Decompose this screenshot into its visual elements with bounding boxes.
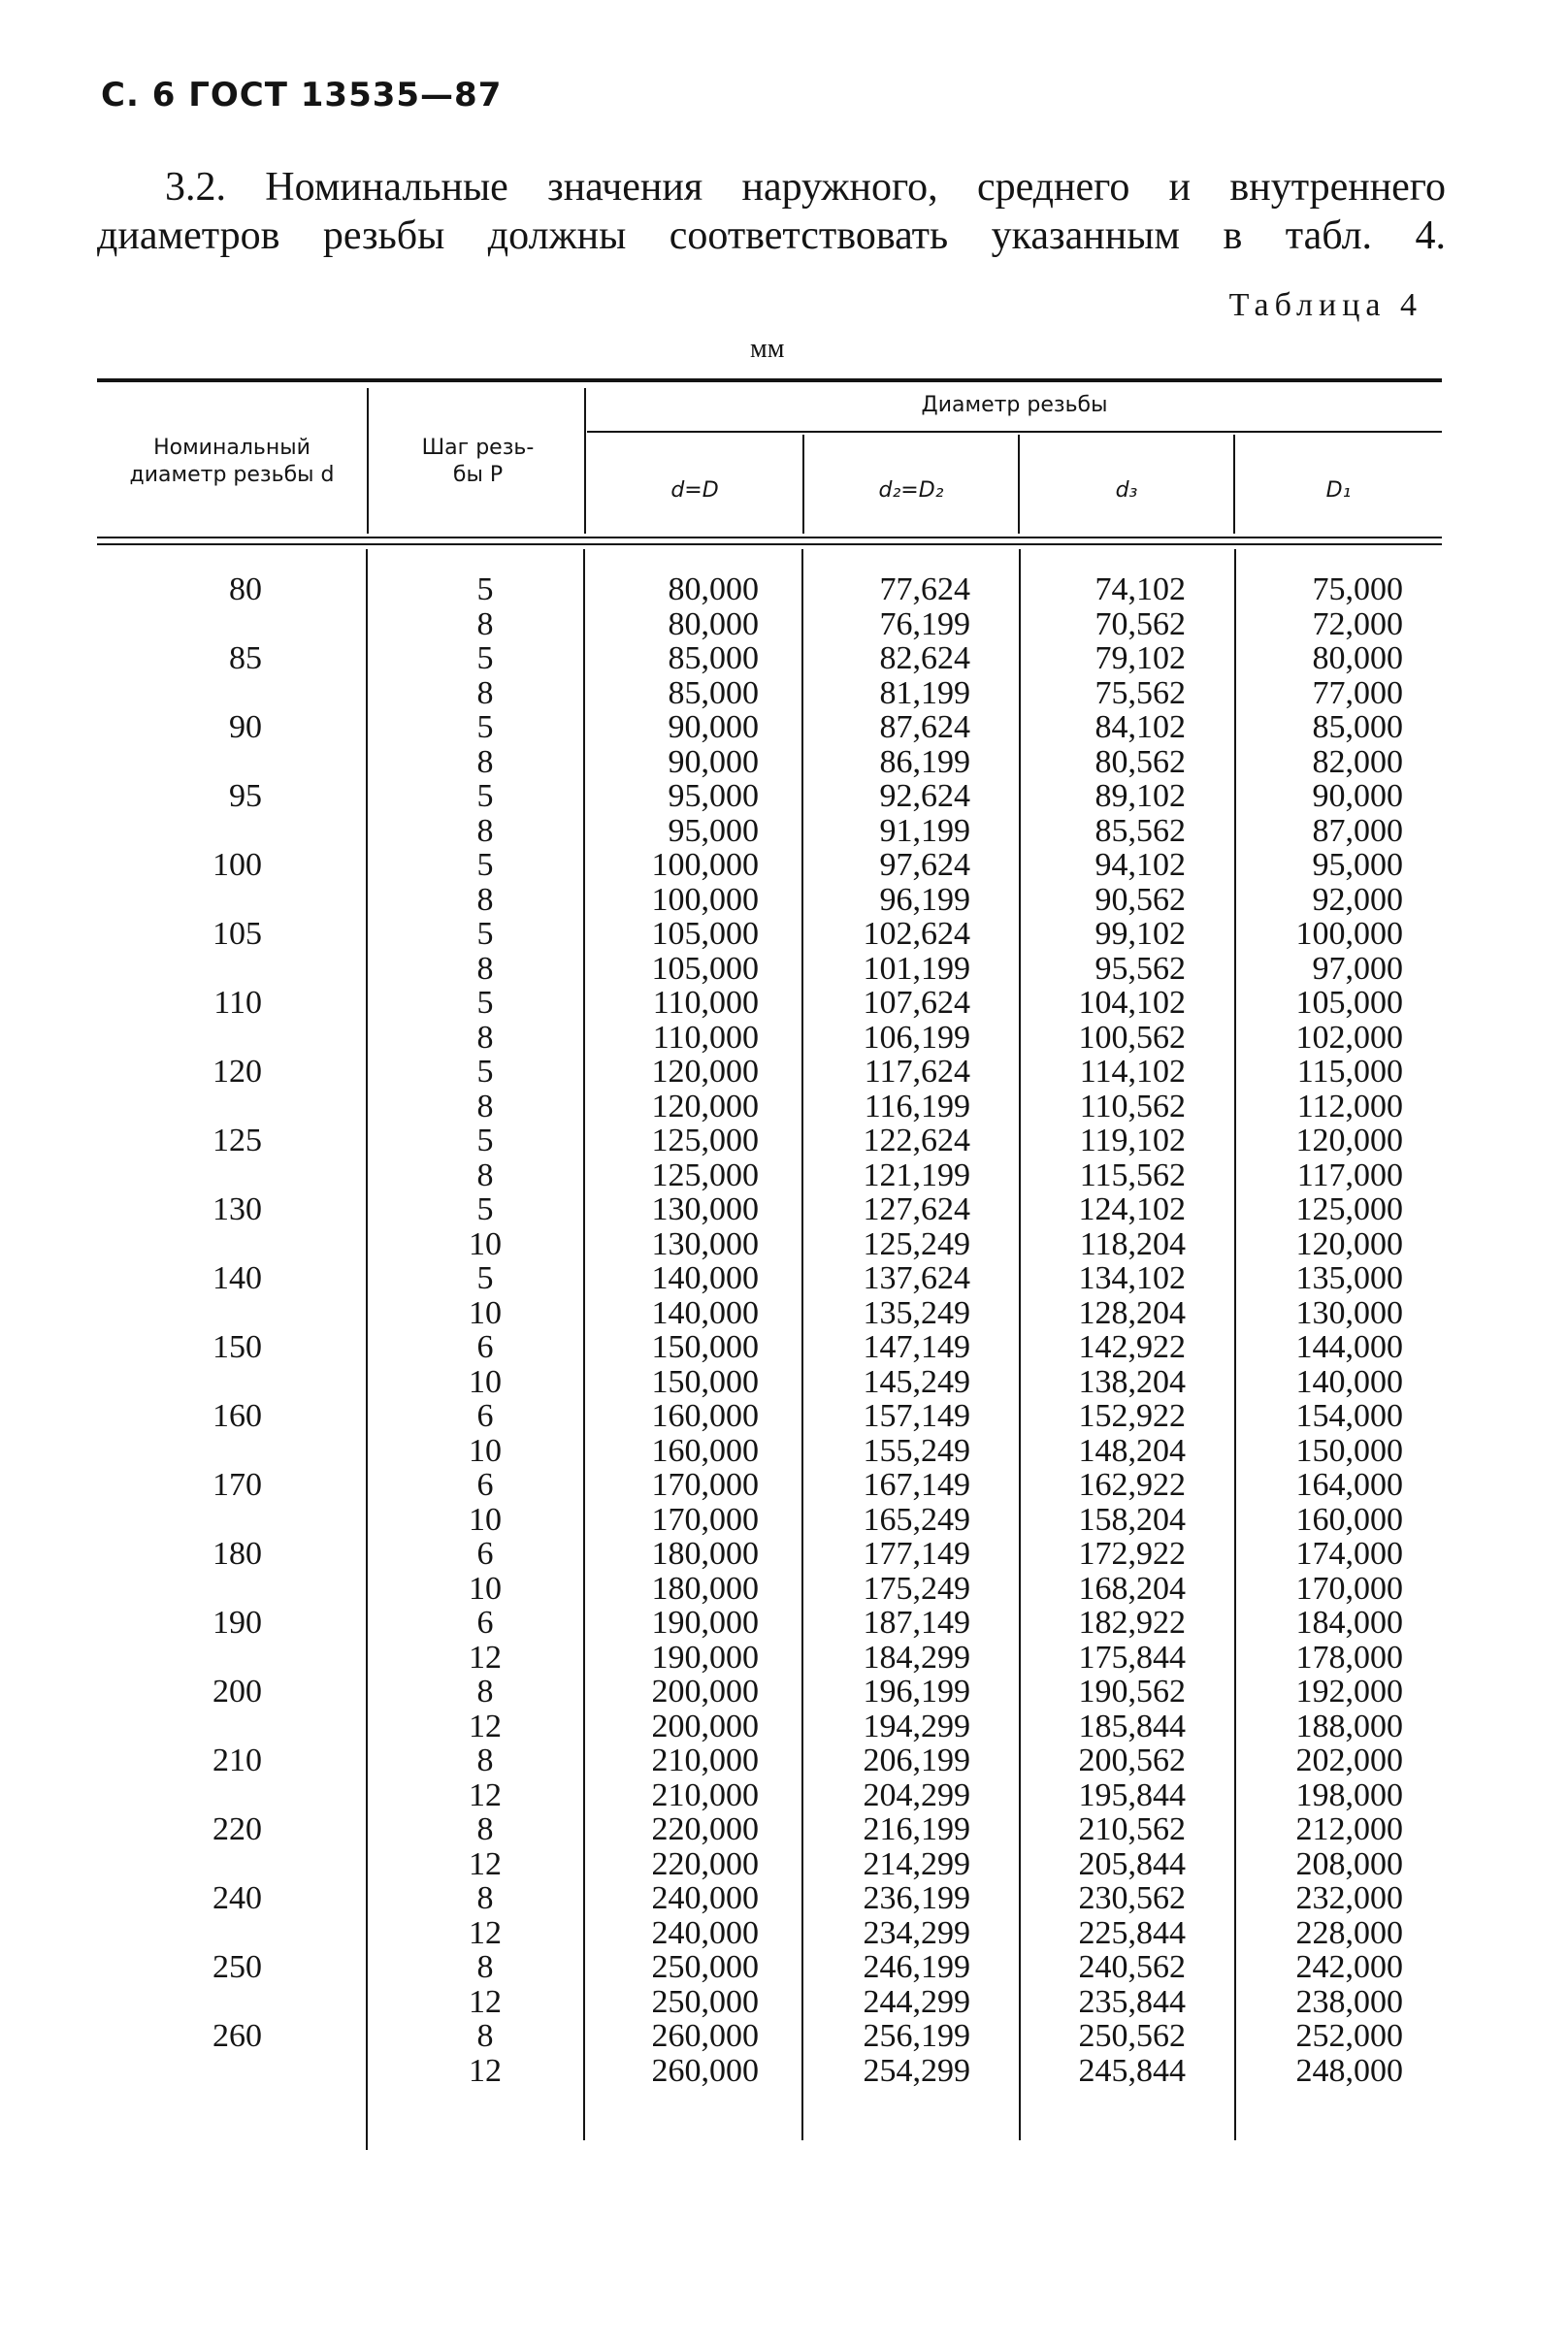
header-nominal-line1: Номинальный (153, 436, 310, 460)
d-D-cell: 90,000 (668, 709, 759, 745)
d-D-cell: 160,000 (651, 1398, 759, 1434)
d-D-cell: 110,000 (652, 1019, 759, 1056)
column-d3 (1021, 572, 1186, 2088)
d2-D2-cell: 117,624 (864, 1054, 970, 1090)
pitch-cell: 8 (476, 1949, 494, 1985)
D1-cell: 95,000 (1312, 847, 1403, 883)
d3-cell: 210,562 (1078, 1811, 1186, 1847)
d-D-cell: 240,000 (651, 1880, 759, 1916)
d3-cell: 200,562 (1078, 1742, 1186, 1778)
D1-cell: 90,000 (1312, 778, 1403, 814)
d3-cell: 99,102 (1094, 916, 1186, 952)
d3-cell: 185,844 (1078, 1708, 1186, 1744)
d-D-cell: 125,000 (651, 1156, 759, 1193)
nominal-diameter-cell: 100 (212, 847, 262, 883)
body-divider-5 (1234, 549, 1236, 2140)
d-D-cell: 110,000 (652, 985, 759, 1021)
d2-D2-cell: 102,624 (863, 916, 970, 952)
nominal-diameter-cell: 120 (212, 1054, 262, 1090)
pitch-cell: 8 (476, 743, 494, 780)
D1-cell: 178,000 (1295, 1639, 1403, 1676)
d3-cell: 104,102 (1078, 985, 1186, 1021)
group-header-rule (587, 431, 1442, 433)
d2-D2-cell: 216,199 (863, 1811, 970, 1847)
d2-D2-cell: 125,249 (863, 1225, 970, 1262)
column-D1 (1238, 572, 1403, 2088)
D1-cell: 105,000 (1295, 985, 1403, 1021)
pitch-cell: 12 (469, 1845, 502, 1882)
d3-cell: 250,562 (1078, 2018, 1186, 2054)
pitch-cell: 10 (469, 1294, 502, 1331)
D1-cell: 82,000 (1312, 743, 1403, 780)
D1-cell: 112,000 (1296, 1088, 1403, 1124)
d2-D2-cell: 244,299 (863, 1983, 970, 2020)
D1-cell: 117,000 (1296, 1156, 1403, 1193)
d2-D2-cell: 157,149 (863, 1398, 970, 1434)
d-D-cell: 180,000 (651, 1536, 759, 1572)
pitch-cell: 5 (476, 640, 494, 676)
pitch-cell: 5 (476, 1191, 494, 1227)
pitch-cell: 10 (469, 1570, 502, 1607)
d3-cell: 115,562 (1079, 1156, 1186, 1193)
pitch-cell: 8 (476, 674, 494, 711)
d3-cell: 138,204 (1078, 1363, 1186, 1400)
d2-D2-cell: 145,249 (863, 1363, 970, 1400)
d-D-cell: 105,000 (651, 950, 759, 987)
table-caption: Таблица 4 (1228, 287, 1422, 323)
pitch-cell: 10 (469, 1501, 502, 1538)
pitch-cell: 5 (476, 778, 494, 814)
nominal-diameter-cell: 160 (212, 1398, 262, 1434)
d2-D2-cell: 116,199 (864, 1088, 970, 1124)
pitch-cell: 8 (476, 605, 494, 642)
pitch-cell: 8 (476, 1156, 494, 1193)
d3-cell: 205,844 (1078, 1845, 1186, 1882)
d2-D2-cell: 147,149 (863, 1329, 970, 1365)
d-D-cell: 170,000 (651, 1467, 759, 1503)
d-D-cell: 260,000 (651, 2052, 759, 2089)
pitch-cell: 8 (476, 881, 494, 918)
d-D-cell: 80,000 (668, 571, 759, 607)
pitch-cell: 8 (476, 1742, 494, 1778)
D1-cell: 232,000 (1295, 1880, 1403, 1916)
header-d3: d₃ (1115, 478, 1138, 503)
pitch-cell: 5 (476, 847, 494, 883)
pitch-cell: 6 (476, 1467, 494, 1503)
pitch-cell: 5 (476, 916, 494, 952)
d2-D2-cell: 87,624 (879, 709, 970, 745)
intro-line-2: диаметров резьбы должны соответствовать указанным в табл. 4. (97, 213, 1446, 258)
d-D-cell: 140,000 (651, 1294, 759, 1331)
d2-D2-cell: 77,624 (879, 571, 970, 607)
D1-cell: 120,000 (1295, 1123, 1403, 1158)
nominal-diameter-cell: 260 (212, 2018, 262, 2054)
header-d-D: d=D (670, 478, 719, 503)
d-D-cell: 100,000 (651, 847, 759, 883)
d3-cell: 110,562 (1079, 1088, 1186, 1124)
pitch-cell: 5 (476, 571, 494, 607)
d-D-cell: 90,000 (668, 743, 759, 780)
d2-D2-cell: 234,299 (863, 1914, 970, 1951)
d3-cell: 235,844 (1078, 1983, 1186, 2020)
intro-line-1: 3.2. Номинальные значения наружного, среднего и внутреннего (165, 165, 1446, 210)
column-d2-D2 (805, 572, 970, 2088)
D1-cell: 75,000 (1312, 571, 1403, 607)
D1-cell: 115,000 (1296, 1054, 1403, 1090)
d3-cell: 152,922 (1078, 1398, 1186, 1434)
d3-cell: 74,102 (1094, 571, 1186, 607)
d-D-cell: 190,000 (651, 1605, 759, 1641)
column-pitch (441, 572, 529, 2088)
D1-cell: 120,000 (1295, 1225, 1403, 1262)
nominal-diameter-cell: 85 (229, 640, 262, 676)
header-D1: D₁ (1325, 478, 1352, 503)
d-D-cell: 150,000 (651, 1329, 759, 1365)
d2-D2-cell: 206,199 (863, 1742, 970, 1778)
header-pitch-line2: бы P (452, 463, 504, 487)
pitch-cell: 5 (476, 1123, 494, 1158)
nominal-diameter-cell: 170 (212, 1467, 262, 1503)
D1-cell: 188,000 (1295, 1708, 1403, 1744)
pitch-cell: 8 (476, 1880, 494, 1916)
pitch-cell: 8 (476, 2018, 494, 2054)
d2-D2-cell: 92,624 (879, 778, 970, 814)
D1-cell: 77,000 (1312, 674, 1403, 711)
nominal-diameter-cell: 200 (212, 1674, 262, 1710)
d-D-cell: 240,000 (651, 1914, 759, 1951)
header-divider-2 (584, 388, 586, 534)
D1-cell: 85,000 (1312, 709, 1403, 745)
d3-cell: 114,102 (1079, 1054, 1186, 1090)
nominal-diameter-cell: 130 (212, 1191, 262, 1227)
d3-cell: 148,204 (1078, 1432, 1186, 1469)
nominal-diameter-cell: 190 (212, 1605, 262, 1641)
d2-D2-cell: 101,199 (863, 950, 970, 987)
d3-cell: 84,102 (1094, 709, 1186, 745)
pitch-cell: 12 (469, 1776, 502, 1813)
d3-cell: 158,204 (1078, 1501, 1186, 1538)
D1-cell: 198,000 (1295, 1776, 1403, 1813)
nominal-diameter-cell: 105 (212, 916, 262, 952)
d2-D2-cell: 175,249 (863, 1570, 970, 1607)
D1-cell: 242,000 (1295, 1949, 1403, 1985)
d-D-cell: 150,000 (651, 1363, 759, 1400)
d2-D2-cell: 86,199 (879, 743, 970, 780)
d3-cell: 182,922 (1078, 1605, 1186, 1641)
d-D-cell: 170,000 (651, 1501, 759, 1538)
pitch-cell: 12 (469, 1983, 502, 2020)
D1-cell: 252,000 (1295, 2018, 1403, 2054)
d2-D2-cell: 256,199 (863, 2018, 970, 2054)
nominal-diameter-cell: 150 (212, 1329, 262, 1365)
d-D-cell: 180,000 (651, 1570, 759, 1607)
d3-cell: 230,562 (1078, 1880, 1186, 1916)
d2-D2-cell: 194,299 (863, 1708, 970, 1744)
d-D-cell: 220,000 (651, 1845, 759, 1882)
d2-D2-cell: 155,249 (863, 1432, 970, 1469)
d3-cell: 95,562 (1094, 950, 1186, 987)
d3-cell: 80,562 (1094, 743, 1186, 780)
pitch-cell: 10 (469, 1432, 502, 1469)
D1-cell: 102,000 (1295, 1019, 1403, 1056)
d2-D2-cell: 254,299 (863, 2052, 970, 2089)
pitch-cell: 6 (476, 1329, 494, 1365)
D1-cell: 248,000 (1295, 2052, 1403, 2089)
d3-cell: 75,562 (1094, 674, 1186, 711)
d-D-cell: 125,000 (651, 1123, 759, 1158)
body-divider-1 (366, 549, 368, 2150)
nominal-diameter-cell: 95 (229, 778, 262, 814)
header-thread-diameter: Диаметр резьбы (921, 393, 1108, 417)
d2-D2-cell: 91,199 (879, 812, 970, 849)
D1-cell: 174,000 (1295, 1536, 1403, 1572)
d-D-cell: 140,000 (651, 1260, 759, 1296)
nominal-diameter-cell: 240 (212, 1880, 262, 1916)
nominal-diameter-cell: 125 (212, 1123, 262, 1158)
d-D-cell: 220,000 (651, 1811, 759, 1847)
D1-cell: 192,000 (1295, 1674, 1403, 1710)
d-D-cell: 85,000 (668, 640, 759, 676)
pitch-cell: 10 (469, 1225, 502, 1262)
d-D-cell: 85,000 (668, 674, 759, 711)
d2-D2-cell: 187,149 (863, 1605, 970, 1641)
pitch-cell: 12 (469, 2052, 502, 2089)
nominal-diameter-cell: 90 (229, 709, 262, 745)
D1-cell: 135,000 (1295, 1260, 1403, 1296)
D1-cell: 72,000 (1312, 605, 1403, 642)
d-D-cell: 130,000 (651, 1191, 759, 1227)
d3-cell: 118,204 (1079, 1225, 1186, 1262)
d3-cell: 225,844 (1078, 1914, 1186, 1951)
D1-cell: 80,000 (1312, 640, 1403, 676)
d2-D2-cell: 214,299 (863, 1845, 970, 1882)
d3-cell: 90,562 (1094, 881, 1186, 918)
d-D-cell: 200,000 (651, 1674, 759, 1710)
d2-D2-cell: 236,199 (863, 1880, 970, 1916)
D1-cell: 130,000 (1295, 1294, 1403, 1331)
d-D-cell: 95,000 (668, 812, 759, 849)
pitch-cell: 6 (476, 1605, 494, 1641)
intro-paragraph (97, 163, 1446, 260)
column-d-D (594, 572, 759, 2088)
d2-D2-cell: 204,299 (863, 1776, 970, 1813)
D1-cell: 164,000 (1295, 1467, 1403, 1503)
d-D-cell: 190,000 (651, 1639, 759, 1676)
d2-D2-cell: 196,199 (863, 1674, 970, 1710)
d3-cell: 70,562 (1094, 605, 1186, 642)
d3-cell: 100,562 (1078, 1019, 1186, 1056)
nominal-diameter-cell: 210 (212, 1742, 262, 1778)
pitch-cell: 12 (469, 1914, 502, 1951)
nominal-diameter-cell: 110 (213, 985, 262, 1021)
d2-D2-cell: 137,624 (863, 1260, 970, 1296)
d3-cell: 195,844 (1078, 1776, 1186, 1813)
header-pitch (383, 435, 572, 489)
d3-cell: 79,102 (1094, 640, 1186, 676)
d2-D2-cell: 81,199 (879, 674, 970, 711)
pitch-cell: 5 (476, 1054, 494, 1090)
D1-cell: 170,000 (1295, 1570, 1403, 1607)
d2-D2-cell: 177,149 (863, 1536, 970, 1572)
table-units: мм (750, 334, 785, 364)
d3-cell: 124,102 (1078, 1191, 1186, 1227)
d3-cell: 245,844 (1078, 2052, 1186, 2089)
d3-cell: 89,102 (1094, 778, 1186, 814)
d3-cell: 94,102 (1094, 847, 1186, 883)
d-D-cell: 100,000 (651, 881, 759, 918)
d-D-cell: 210,000 (651, 1776, 759, 1813)
page-header: С. 6 ГОСТ 13535—87 (101, 76, 503, 114)
d-D-cell: 210,000 (651, 1742, 759, 1778)
d3-cell: 190,562 (1078, 1674, 1186, 1710)
d2-D2-cell: 96,199 (879, 881, 970, 918)
d3-cell: 175,844 (1078, 1639, 1186, 1676)
d-D-cell: 120,000 (651, 1054, 759, 1090)
d2-D2-cell: 122,624 (863, 1123, 970, 1158)
pitch-cell: 6 (476, 1536, 494, 1572)
D1-cell: 160,000 (1295, 1501, 1403, 1538)
d3-cell: 172,922 (1078, 1536, 1186, 1572)
D1-cell: 212,000 (1295, 1811, 1403, 1847)
d2-D2-cell: 127,624 (863, 1191, 970, 1227)
header-rule-2 (97, 543, 1442, 545)
d-D-cell: 95,000 (668, 778, 759, 814)
d2-D2-cell: 107,624 (863, 985, 970, 1021)
d2-D2-cell: 97,624 (879, 847, 970, 883)
header-pitch-line1: Шаг резь- (421, 436, 535, 460)
d2-D2-cell: 82,624 (879, 640, 970, 676)
pitch-cell: 12 (469, 1708, 502, 1744)
d-D-cell: 200,000 (651, 1708, 759, 1744)
d2-D2-cell: 121,199 (863, 1156, 970, 1193)
d-D-cell: 105,000 (651, 916, 759, 952)
D1-cell: 238,000 (1295, 1983, 1403, 2020)
d3-cell: 240,562 (1078, 1949, 1186, 1985)
header-d2-D2: d₂=D₂ (878, 478, 944, 503)
D1-cell: 125,000 (1295, 1191, 1403, 1227)
D1-cell: 140,000 (1295, 1363, 1403, 1400)
d-D-cell: 130,000 (651, 1225, 759, 1262)
header-rule-1 (97, 537, 1442, 538)
nominal-diameter-cell: 180 (212, 1536, 262, 1572)
D1-cell: 208,000 (1295, 1845, 1403, 1882)
d2-D2-cell: 167,149 (863, 1467, 970, 1503)
d-D-cell: 250,000 (651, 1949, 759, 1985)
d3-cell: 119,102 (1079, 1123, 1186, 1158)
pitch-cell: 12 (469, 1639, 502, 1676)
body-divider-2 (583, 549, 585, 2140)
nominal-diameter-cell: 140 (212, 1260, 262, 1296)
D1-cell: 100,000 (1295, 916, 1403, 952)
d-D-cell: 160,000 (651, 1432, 759, 1469)
D1-cell: 184,000 (1295, 1605, 1403, 1641)
D1-cell: 87,000 (1312, 812, 1403, 849)
D1-cell: 150,000 (1295, 1432, 1403, 1469)
d3-cell: 168,204 (1078, 1570, 1186, 1607)
d2-D2-cell: 165,249 (863, 1501, 970, 1538)
pitch-cell: 5 (476, 985, 494, 1021)
body-divider-3 (801, 549, 803, 2140)
d-D-cell: 250,000 (651, 1983, 759, 2020)
D1-cell: 154,000 (1295, 1398, 1403, 1434)
table-top-rule (97, 378, 1442, 382)
pitch-cell: 5 (476, 709, 494, 745)
d2-D2-cell: 106,199 (863, 1019, 970, 1056)
d2-D2-cell: 76,199 (879, 605, 970, 642)
pitch-cell: 8 (476, 950, 494, 987)
nominal-diameter-cell: 220 (212, 1811, 262, 1847)
d-D-cell: 80,000 (668, 605, 759, 642)
pitch-cell: 8 (476, 1019, 494, 1056)
d3-cell: 162,922 (1078, 1467, 1186, 1503)
header-divider-1 (367, 388, 369, 534)
pitch-cell: 8 (476, 812, 494, 849)
d-D-cell: 260,000 (651, 2018, 759, 2054)
d2-D2-cell: 135,249 (863, 1294, 970, 1331)
nominal-diameter-cell: 250 (212, 1949, 262, 1985)
pitch-cell: 6 (476, 1398, 494, 1434)
pitch-cell: 8 (476, 1674, 494, 1710)
nominal-diameter-cell: 80 (229, 571, 262, 607)
d3-cell: 134,102 (1078, 1260, 1186, 1296)
d3-cell: 128,204 (1078, 1294, 1186, 1331)
pitch-cell: 5 (476, 1260, 494, 1296)
pitch-cell: 8 (476, 1811, 494, 1847)
pitch-cell: 8 (476, 1088, 494, 1124)
D1-cell: 97,000 (1312, 950, 1403, 987)
d2-D2-cell: 184,299 (863, 1639, 970, 1676)
D1-cell: 202,000 (1295, 1742, 1403, 1778)
D1-cell: 144,000 (1295, 1329, 1403, 1365)
d-D-cell: 120,000 (651, 1088, 759, 1124)
d3-cell: 142,922 (1078, 1329, 1186, 1365)
D1-cell: 92,000 (1312, 881, 1403, 918)
column-nominal-diameter (146, 572, 262, 2088)
d2-D2-cell: 246,199 (863, 1949, 970, 1985)
d3-cell: 85,562 (1094, 812, 1186, 849)
pitch-cell: 10 (469, 1363, 502, 1400)
header-nominal-line2: диаметр резьбы d (129, 463, 335, 487)
header-nominal (105, 435, 359, 489)
D1-cell: 228,000 (1295, 1914, 1403, 1951)
